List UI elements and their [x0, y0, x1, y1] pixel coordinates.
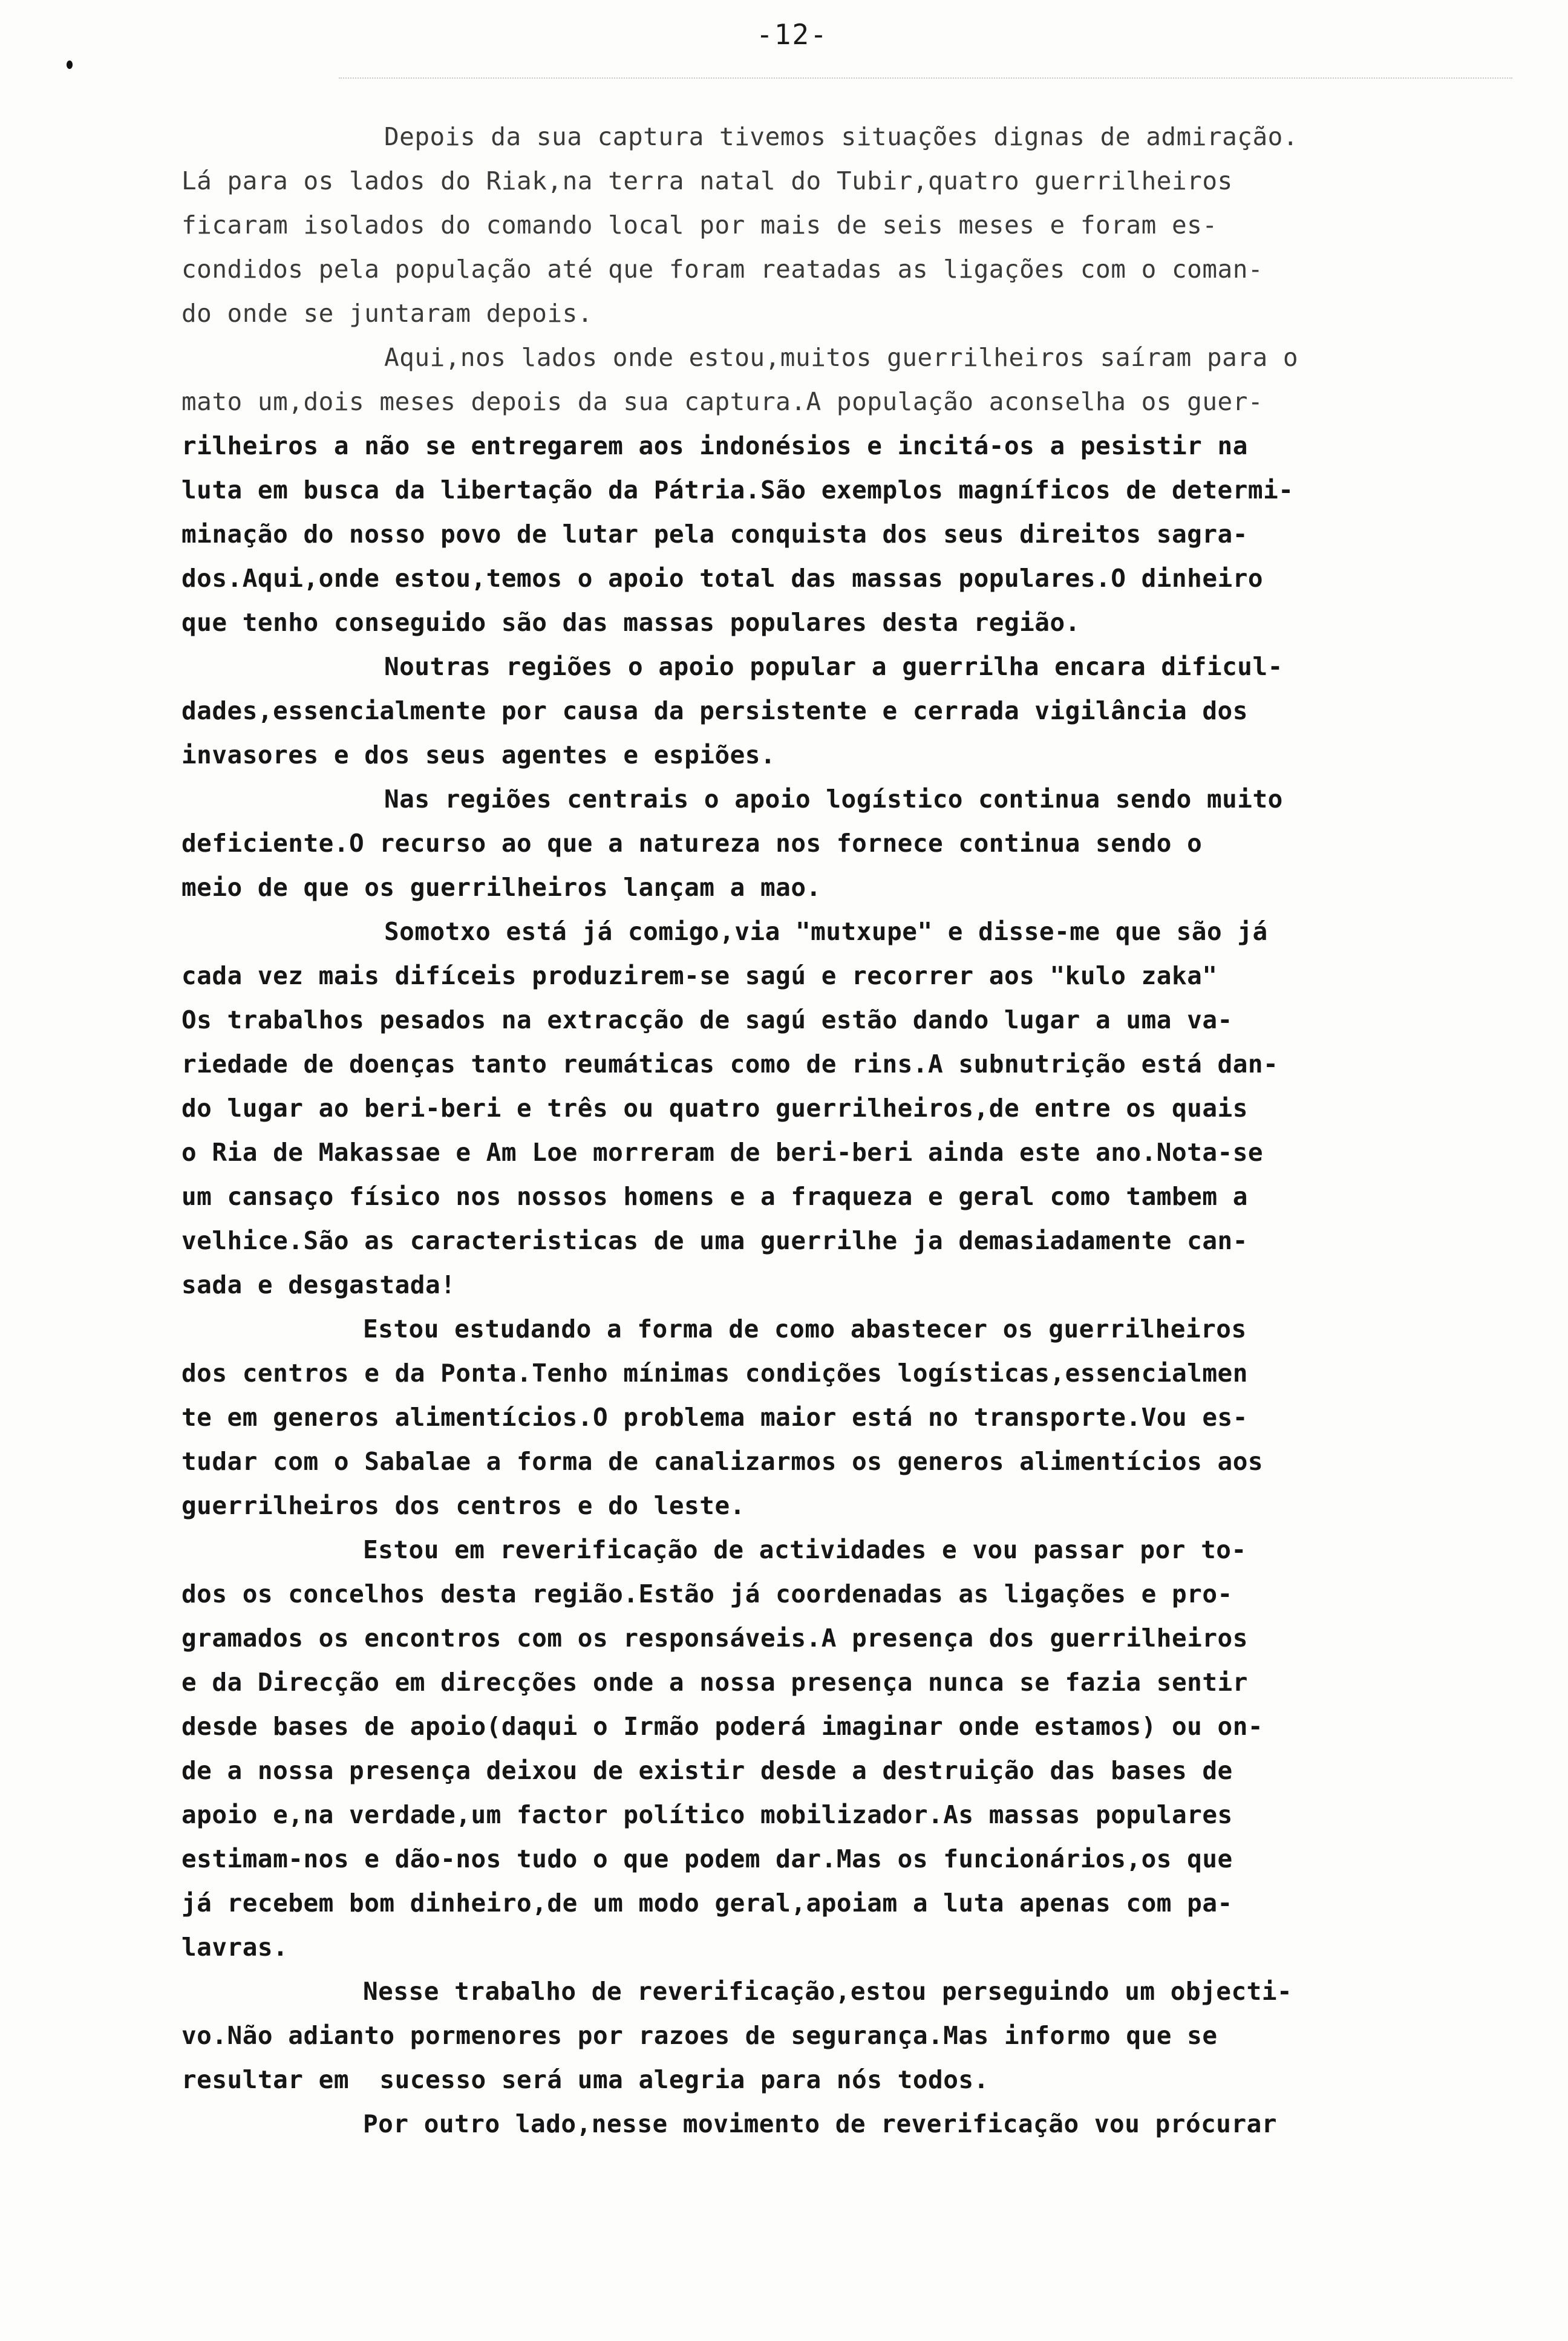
text-line: Somotxo está já comigo,via "mutxupe" e disse-me que são já	[384, 917, 1268, 946]
text-line: sada e desgastada!	[181, 1270, 456, 1299]
text-line: do onde se juntaram depois.	[181, 299, 593, 328]
text-line: cada vez mais difíceis produzirem-se sagú e recorrer aos "kulo zaka"	[181, 961, 1218, 990]
text-line: já recebem bom dinheiro,de um modo geral,apoiam a luta apenas com pa-	[181, 1889, 1233, 1918]
text-line: guerrilheiros dos centros e do leste.	[181, 1491, 745, 1520]
text-line: vo.Não adianto pormenores por razoes de segurança.Mas informo que se	[181, 2021, 1218, 2050]
text-line: de a nossa presença deixou de existir desde a destruição das bases de	[181, 1756, 1233, 1785]
text-line: Lá para os lados do Riak,na terra natal do Tubir,quatro guerrilheiros	[181, 166, 1233, 195]
text-line: Noutras regiões o apoio popular a guerrilha encara dificul-	[384, 652, 1283, 681]
text-line: te em generos alimentícios.O problema maior está no transporte.Vou es-	[181, 1403, 1248, 1432]
text-line: Estou estudando a forma de como abastecer os guerrilheiros	[363, 1314, 1247, 1344]
text-line: lavras.	[181, 1933, 289, 1962]
text-line: velhice.São as caracteristicas de uma guerrilhe ja demasiadamente can-	[181, 1226, 1248, 1255]
text-line: deficiente.O recurso ao que a natureza nos fornece continua sendo o	[181, 829, 1203, 858]
text-line: invasores e dos seus agentes e espiões.	[181, 740, 776, 769]
text-line: condidos pela população até que foram reatadas as ligações com o coman-	[181, 255, 1264, 284]
text-line: Aqui,nos lados onde estou,muitos guerrilheiros saíram para o	[384, 343, 1299, 372]
text-line: dos os concelhos desta região.Estão já coordenadas as ligações e pro-	[181, 1579, 1233, 1608]
text-line: o Ria de Makassae e Am Loe morreram de beri-beri ainda este ano.Nota-se	[181, 1138, 1264, 1167]
text-line: resultar em sucesso será uma alegria para nós todos.	[181, 2065, 989, 2094]
text-line: estimam-nos e dão-nos tudo o que podem dar.Mas os funcionários,os que	[181, 1844, 1233, 1873]
text-line: riedade de doenças tanto reumáticas como de rins.A subnutrição está dan-	[181, 1050, 1279, 1079]
text-line: um cansaço físico nos nossos homens e a fraqueza e geral como tambem a	[181, 1182, 1248, 1211]
text-line: minação do nosso povo de lutar pela conquista dos seus direitos sagra-	[181, 520, 1248, 549]
text-line: ficaram isolados do comando local por mais de seis meses e foram es-	[181, 211, 1218, 240]
text-line: Nesse trabalho de reverificação,estou perseguindo um objecti-	[363, 1977, 1293, 2006]
text-line: Os trabalhos pesados na extracção de sagú estão dando lugar a uma va-	[181, 1005, 1233, 1034]
text-line: Depois da sua captura tivemos situações dignas de admiração.	[384, 122, 1299, 151]
text-line: apoio e,na verdade,um factor político mobilizador.As massas populares	[181, 1800, 1233, 1829]
text-line: dos centros e da Ponta.Tenho mínimas condições logísticas,essencialmen	[181, 1359, 1248, 1388]
text-line: tudar com o Sabalae a forma de canalizarmos os generos alimentícios aos	[181, 1447, 1264, 1476]
text-line: que tenho conseguido são das massas populares desta região.	[181, 608, 1080, 637]
text-line: mato um,dois meses depois da sua captura.A população aconselha os guer-	[181, 387, 1264, 416]
margin-mark	[67, 60, 73, 69]
text-line: do lugar ao beri-beri e três ou quatro guerrilheiros,de entre os quais	[181, 1094, 1248, 1123]
text-line: dades,essencialmente por causa da persistente e cerrada vigilância dos	[181, 696, 1248, 725]
faint-dotted-rule	[339, 77, 1512, 79]
text-line: Por outro lado,nesse movimento de reverificação vou prócurar	[363, 2109, 1278, 2138]
text-line: meio de que os guerrilheiros lançam a mao.	[181, 873, 822, 902]
text-line: luta em busca da libertação da Pátria.São exemplos magníficos de determi-	[181, 475, 1294, 504]
text-line: dos.Aqui,onde estou,temos o apoio total das massas populares.O dinheiro	[181, 564, 1264, 593]
text-line: desde bases de apoio(daqui o Irmão poderá imaginar onde estamos) ou on-	[181, 1712, 1264, 1741]
text-line: gramados os encontros com os responsáveis.A presença dos guerrilheiros	[181, 1624, 1248, 1653]
letter-body	[181, 115, 1512, 2146]
text-line: e da Direcção em direcções onde a nossa presença nunca se fazia sentir	[181, 1668, 1248, 1697]
text-line: Estou em reverificação de actividades e vou passar por to-	[363, 1535, 1247, 1564]
page-number: -12-	[756, 18, 828, 51]
text-line: Nas regiões centrais o apoio logístico continua sendo muito	[384, 785, 1283, 814]
text-line: rilheiros a não se entregarem aos indonésios e incitá-os a pesistir na	[181, 431, 1248, 460]
